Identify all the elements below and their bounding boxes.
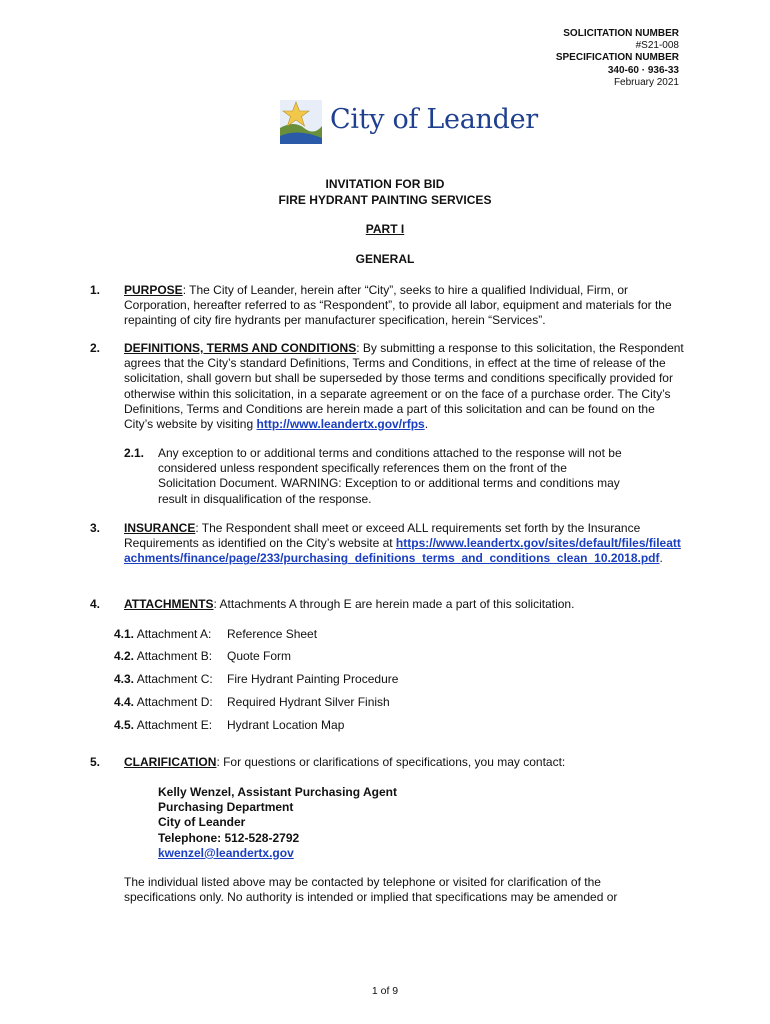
part-heading: PART I <box>365 222 405 236</box>
page-number: 1 of 9 <box>371 985 399 997</box>
section-insurance <box>90 521 685 567</box>
section-number: 3. <box>90 521 101 535</box>
section-purpose <box>90 283 685 329</box>
document-title <box>0 176 770 208</box>
section-exceptions <box>124 446 622 507</box>
general-heading: GENERAL <box>355 252 415 266</box>
section-heading: PURPOSE <box>124 283 183 297</box>
attachment-item <box>114 649 292 664</box>
section-text: Any exception to or additional terms and conditions attached to the response will not be considered unless respondent specifically references them on the front of the Solicitation Document. WARNING: Exception to or additional terms and conditions may result in disqualification of the response. <box>158 446 622 506</box>
attachment-desc: Required Hydrant Silver Finish <box>227 695 390 709</box>
section-number: 1. <box>90 283 101 297</box>
contact-email-link[interactable]: kwenzel@leandertx.gov <box>158 845 294 860</box>
attachment-number: 4.5. <box>114 718 135 732</box>
attachment-desc: Hydrant Location Map <box>227 718 345 732</box>
section-attachments <box>90 597 685 612</box>
title-line-1: INVITATION FOR BID <box>325 177 445 191</box>
section-text: : The Respondent shall meet or exceed ALL requirements set forth by the Insurance Requirements as identified on the City’s website at <box>124 521 641 551</box>
section-number: 5. <box>90 755 101 769</box>
attachment-desc: Reference Sheet <box>227 627 318 641</box>
logo-text: City of Leander <box>330 104 538 135</box>
attachment-number: 4.1. <box>114 627 135 641</box>
section-heading: ATTACHMENTS <box>124 597 214 611</box>
section-heading: CLARIFICATION <box>124 755 217 769</box>
section-text-end: . <box>659 551 663 566</box>
specification-label: SPECIFICATION NUMBER <box>555 52 679 64</box>
contact-phone: Telephone: 512-528-2792 <box>158 830 300 845</box>
section-heading: INSURANCE <box>124 521 196 535</box>
section-number: 4. <box>90 597 101 611</box>
specification-number: 340-60 · 936-33 <box>607 64 679 76</box>
contact-name: Kelly Wenzel, Assistant Purchasing Agent <box>158 785 397 799</box>
attachment-label: Attachment D: <box>136 695 213 709</box>
attachment-label: Attachment C: <box>136 672 213 686</box>
section-number: 2.1. <box>124 446 145 460</box>
attachment-desc: Quote Form <box>227 649 292 663</box>
section-text: : Attachments A through E are herein made a part of this solicitation. <box>213 597 575 611</box>
section-text: : By submitting a response to this solicitation, the Respondent agrees that the City’s standard Definitions, Terms and Conditions, in effect at the time of release of the solicitation, shall govern but shall be superseded by those terms and conditions specifically provided for otherwise within this solicitation, in a separate agreement or on the face of a purchase order. The City’s Definitions, Terms and Conditions are herein made a part of this solicitation and can be found on the City’s website by visiting <box>124 341 684 432</box>
attachment-item <box>114 627 318 642</box>
city-logo <box>278 98 538 148</box>
star-landscape-icon <box>278 98 326 148</box>
section-text-end: . <box>424 417 429 432</box>
attachment-number: 4.4. <box>114 695 135 709</box>
section-definitions <box>90 341 685 432</box>
title-line-2: FIRE HYDRANT PAINTING SERVICES <box>278 193 492 207</box>
section-heading: DEFINITIONS, TERMS AND CONDITIONS <box>124 341 357 355</box>
attachment-label: Attachment B: <box>136 649 213 663</box>
section-clarification <box>90 755 685 770</box>
attachment-item <box>114 695 390 710</box>
solicitation-label: SOLICITATION NUMBER <box>563 28 679 39</box>
document-date: February 2021 <box>613 76 679 88</box>
section-number: 2. <box>90 341 101 355</box>
attachment-number: 4.2. <box>114 649 135 663</box>
attachment-item <box>114 718 345 733</box>
attachment-label: Attachment E: <box>136 718 213 732</box>
attachment-desc: Fire Hydrant Painting Procedure <box>227 672 399 686</box>
attachment-label: Attachment A: <box>136 627 212 641</box>
attachment-number: 4.3. <box>114 672 135 686</box>
contact-dept: Purchasing Department <box>158 800 294 815</box>
section-text: : The City of Leander, herein after “City”, seeks to hire a qualified Individual, Firm, or Corporation, hereafter referred to as “Respondent”, to provide all labor, equipment and materials for the repainting of city fire hydrants per manufacturer specification, herein “Services”. <box>124 283 672 328</box>
attachment-item <box>114 672 399 687</box>
closing-paragraph: The individual listed above may be contacted by telephone or visited for clarification of the specifications only. No authority is intended or implied that specifications may be amended or <box>124 875 618 905</box>
contact-block <box>158 785 397 861</box>
solicitation-header <box>556 28 679 89</box>
insurance-link[interactable]: https://www.leandertx.gov/sites/default/files/fileattachments/finance/page/233/purchasing_definitions_terms_and_conditions_clean_10.2018.pdf <box>124 536 681 566</box>
rfps-link[interactable]: http://www.leandertx.gov/rfps <box>256 417 425 432</box>
solicitation-number: #S21-008 <box>635 40 679 52</box>
contact-org: City of Leander <box>158 815 246 830</box>
section-text: : For questions or clarifications of specifications, you may contact: <box>216 755 566 769</box>
